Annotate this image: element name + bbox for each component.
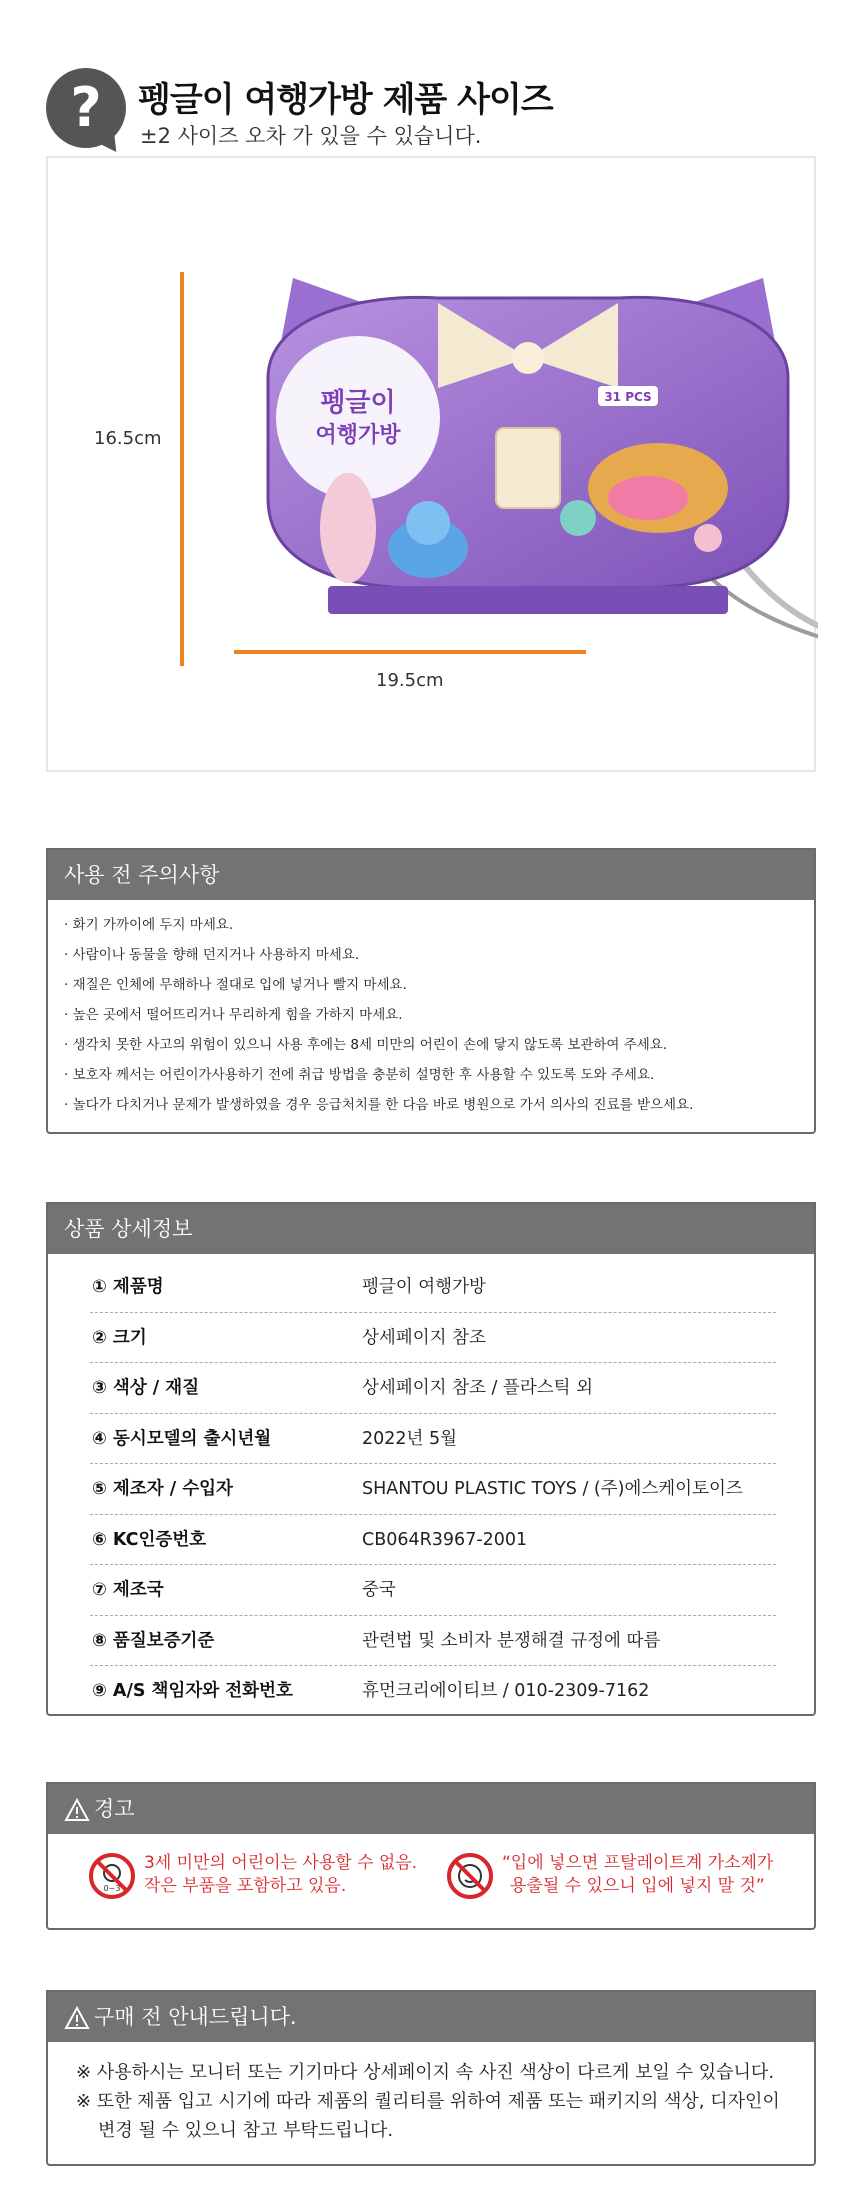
detail-value: 상세페이지 참조 — [362, 1327, 486, 1348]
detail-key: ⑧ 품질보증기준 — [92, 1630, 215, 1651]
detail-key: ② 크기 — [92, 1327, 147, 1348]
detail-key: ③ 색상 / 재질 — [92, 1378, 200, 1398]
detail-value: 중국 — [362, 1580, 396, 1600]
question-icon: ? — [46, 68, 126, 148]
details-table — [90, 1262, 776, 1717]
table-row — [90, 1616, 776, 1667]
table-row — [90, 1565, 776, 1616]
width-dimension-line — [234, 650, 586, 654]
size-subtitle: ±2 사이즈 오차 가 있을 수 있습니다. — [140, 124, 482, 148]
product-brand-text: 펭글이 — [320, 388, 396, 418]
width-label: 19.5cm — [376, 670, 444, 691]
height-dimension-line — [180, 272, 184, 666]
detail-value: 휴먼크리에이티브 / 010-2309-7162 — [362, 1681, 650, 1701]
product-image — [238, 268, 818, 648]
product-pcs-text: 31 PCS — [604, 390, 652, 404]
notice-header — [48, 1992, 814, 2042]
detail-key: ⑦ 제조국 — [92, 1580, 164, 1600]
detail-value: 펭글이 여행가방 — [362, 1277, 486, 1297]
caution-panel — [46, 848, 816, 1134]
warning-line: “입에 넣으면 프탈레이트계 가소제가 — [502, 1853, 774, 1873]
warning-triangle-icon — [64, 1798, 90, 1822]
notice-line: ※ 사용하시는 모니터 또는 기기마다 상세페이지 속 사진 색상이 다르게 보일 수 있습니다. — [76, 2062, 775, 2083]
warning-line: 작은 부품을 포함하고 있음. — [144, 1876, 347, 1896]
warning-text-age — [144, 1852, 417, 1898]
notice-title: 구매 전 안내드립니다. — [94, 2005, 297, 2029]
details-title: 상품 상세정보 — [48, 1204, 814, 1254]
table-row — [90, 1464, 776, 1515]
table-row — [90, 1515, 776, 1566]
detail-key: ① 제품명 — [92, 1277, 164, 1297]
detail-value: CB064R3967-2001 — [362, 1529, 528, 1550]
warning-title: 경고 — [94, 1797, 135, 1821]
caution-title: 사용 전 주의사항 — [48, 850, 814, 900]
size-title: 펭글이 여행가방 제품 사이즈 — [138, 80, 553, 120]
detail-key: ⑨ A/S 책임자와 전화번호 — [92, 1681, 293, 1701]
notice-line: ※ 또한 제품 입고 시기에 따라 제품의 퀄리티를 위하여 제품 또는 패키지의 색상, 디자인이 — [76, 2091, 780, 2112]
table-row — [90, 1313, 776, 1364]
list-item: · 생각치 못한 사고의 위험이 있으니 사용 후에는 8세 미만의 어린이 손에 닿지 않도록 보관하여 주세요. — [64, 1037, 668, 1053]
detail-key: ⑥ KC인증번호 — [92, 1529, 207, 1550]
detail-value: 관련법 및 소비자 분쟁해결 규정에 따름 — [362, 1630, 661, 1651]
table-row — [90, 1262, 776, 1313]
no-mouth-icon — [446, 1852, 494, 1900]
notice-panel — [46, 1990, 816, 2166]
table-row — [90, 1414, 776, 1465]
detail-value: SHANTOU PLASTIC TOYS / (주)에스케이토이즈 — [362, 1479, 743, 1499]
notice-line: 변경 될 수 있으니 참고 부탁드립니다. — [98, 2120, 394, 2141]
detail-key: ⑤ 제조자 / 수입자 — [92, 1479, 233, 1499]
list-item: · 재질은 인체에 무해하나 절대로 입에 넣거나 빨지 마세요. — [64, 977, 407, 993]
list-item: · 보호자 께서는 어린이가사용하기 전에 취급 방법을 충분히 설명한 후 사용할 수 있도록 도와 주세요. — [64, 1067, 655, 1083]
height-label: 16.5cm — [94, 428, 162, 449]
detail-value: 2022년 5월 — [362, 1428, 458, 1449]
detail-key: ④ 동시모델의 출시년월 — [92, 1428, 272, 1449]
no-small-children-icon — [88, 1852, 136, 1900]
details-panel — [46, 1202, 816, 1716]
size-diagram — [46, 156, 816, 772]
age-badge: 0~3 — [103, 1884, 121, 1893]
product-name-text: 여행가방 — [315, 423, 401, 448]
list-item: · 높은 곳에서 떨어뜨리거나 무리하게 힘을 가하지 마세요. — [64, 1007, 403, 1023]
warning-panel — [46, 1782, 816, 1930]
caution-list — [48, 900, 814, 1120]
list-item: · 화기 가까이에 두지 마세요. — [64, 917, 234, 933]
warning-text-mouth — [502, 1852, 773, 1898]
notice-body — [48, 2042, 814, 2145]
list-item: · 놀다가 다치거나 문제가 발생하였을 경우 응급처치를 한 다음 바로 병원으로 가서 의사의 진료를 받으세요. — [64, 1097, 694, 1113]
detail-value: 상세페이지 참조 / 플라스틱 외 — [362, 1378, 594, 1398]
warning-line: 용출될 수 있으니 입에 넣지 말 것” — [510, 1876, 765, 1896]
warning-header — [48, 1784, 814, 1834]
table-row — [90, 1666, 776, 1717]
table-row — [90, 1363, 776, 1414]
warning-line: 3세 미만의 어린이는 사용할 수 없음. — [144, 1853, 418, 1873]
size-header — [46, 68, 826, 148]
warning-triangle-icon — [64, 2006, 90, 2030]
list-item: · 사람이나 동물을 향해 던지거나 사용하지 마세요. — [64, 947, 360, 963]
